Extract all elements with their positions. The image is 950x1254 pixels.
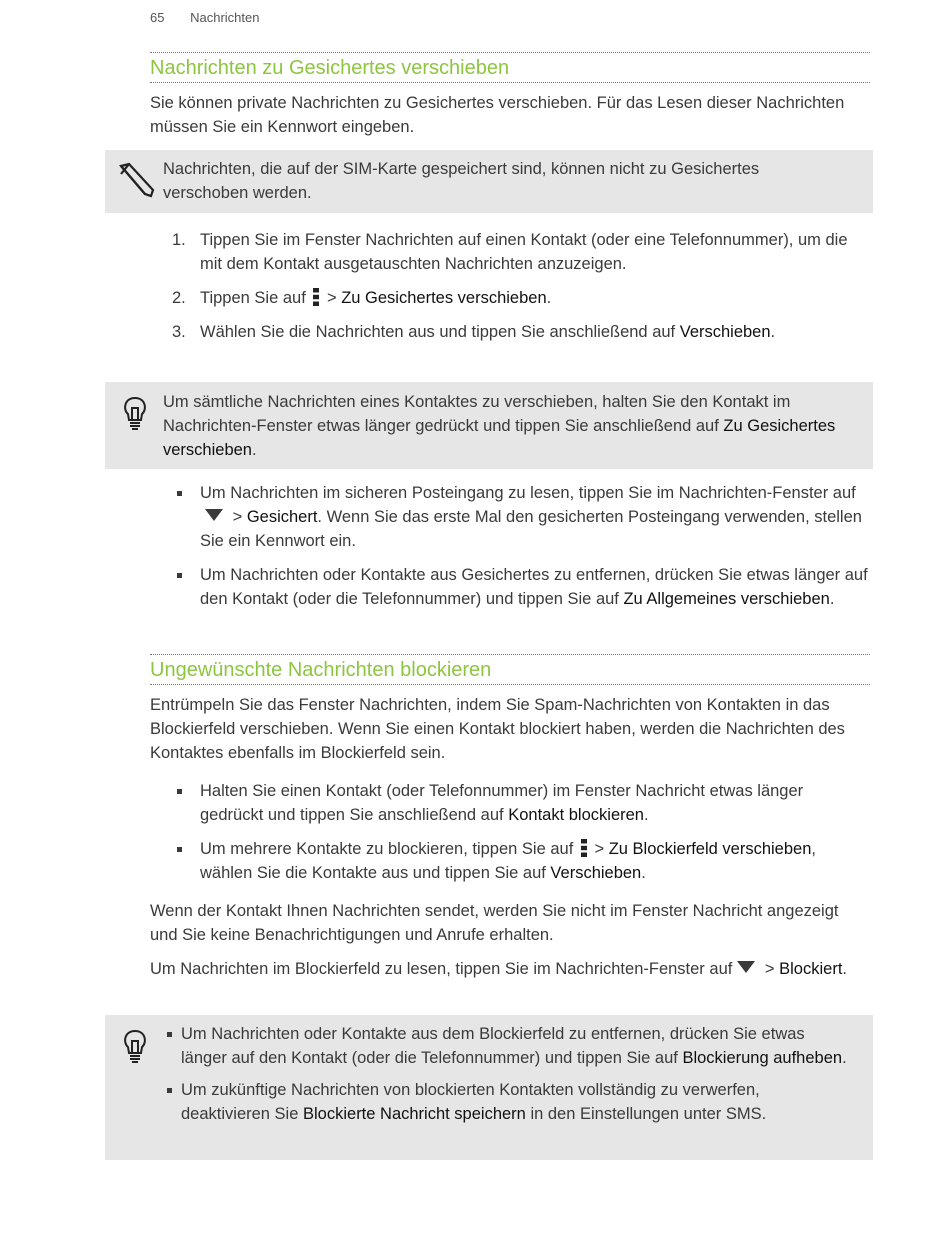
tip-box: [105, 382, 873, 469]
section1-intro: [150, 91, 870, 149]
list-item: [150, 228, 870, 276]
list-item: [150, 320, 870, 344]
bullet-sep: >: [228, 508, 247, 526]
three-dots-icon: [581, 839, 587, 857]
para-sep: >: [760, 960, 780, 978]
section2-body: [150, 899, 870, 991]
step-number: 1.: [172, 231, 186, 249]
option-label: Kontakt blockieren: [508, 806, 644, 824]
option-label: Zu Blockierfeld verschieben: [608, 840, 812, 858]
list-item: [163, 1022, 849, 1070]
list-item: [150, 837, 870, 885]
intro-text: Sie können private Nachrichten zu Gesichertes verschieben. Für das Lesen dieser Nachrichten müssen Sie ein Kennwort eingeben.: [150, 94, 845, 136]
step-text: Tippen Sie im Fenster Nachrichten auf einen Kontakt (oder eine Telefonnummer), um die mit dem Kontakt ausgetauschten Nachrichten anzuzeigen.: [200, 231, 848, 273]
three-dots-icon: [313, 288, 319, 306]
bullet-marker: [177, 491, 182, 496]
chapter-title: Nachrichten: [190, 10, 260, 25]
triangle-down-icon: [205, 509, 223, 521]
step-text-end: .: [546, 289, 552, 307]
step-text: Tippen Sie auf: [200, 289, 306, 307]
body-paragraph-2: [150, 957, 870, 981]
bullet-marker: [177, 573, 182, 578]
bullet-text: Um mehrere Kontakte zu blockieren, tippen Sie auf: [200, 840, 574, 858]
note-text: Nachrichten, die auf der SIM-Karte gespeichert sind, können nicht zu Gesichertes verschoben werden.: [163, 160, 760, 202]
list-item: [150, 779, 870, 827]
bullet-text-end: .: [641, 864, 646, 882]
pencil-icon: [115, 160, 155, 200]
option-label: Blockiert: [779, 960, 843, 978]
tip-text: [163, 390, 849, 462]
tip-bullet-text: Um zukünftige Nachrichten von blockierten Kontakten vollständig zu verwerfen, deaktivieren Sie: [181, 1081, 760, 1123]
action-label: Verschieben: [550, 864, 642, 882]
list-item: [150, 563, 870, 611]
tip-action-label: Zu Gesichertes verschieben: [163, 417, 836, 459]
bullet-text: Um Nachrichten im sicheren Posteingang zu lesen, tippen Sie im Nachrichten-Fenster auf: [200, 484, 856, 502]
bullet-text-mid: , wählen Sie die Kontakte aus und tippen Sie auf: [200, 840, 816, 882]
bullet-text: Um Nachrichten oder Kontakte aus Gesichertes zu entfernen, drücken Sie etwas länger auf den Kontakt (oder die Telefonnummer) und tippen Sie auf: [200, 566, 868, 608]
triangle-down-icon: [737, 961, 755, 973]
para-text: Um Nachrichten im Blockierfeld zu lesen, tippen Sie im Nachrichten-Fenster auf: [150, 960, 733, 978]
bullet-text-end: .: [643, 806, 649, 824]
option-label: Blockierung aufheben: [682, 1049, 843, 1067]
section2-intro: [150, 693, 870, 775]
tip-text-end: .: [251, 441, 257, 459]
tip-bullet-end: in den Einstellungen unter SMS.: [525, 1105, 767, 1123]
step-text-end: .: [770, 323, 776, 341]
action-label: Verschieben: [679, 323, 771, 341]
lightbulb-icon: [115, 1025, 155, 1065]
secure-bullets: [150, 481, 870, 621]
option-label: Zu Allgemeines verschieben: [623, 590, 830, 608]
option-label: Gesichert: [246, 508, 318, 526]
bullet-sep: >: [589, 840, 609, 858]
list-item: [150, 481, 870, 553]
body-paragraph: Wenn der Kontakt Ihnen Nachrichten sendet, werden Sie nicht im Fenster Nachricht angezeigt und Sie keine Benachrichtigungen und Anrufe erhalten.: [150, 902, 839, 944]
bullet-marker: [177, 789, 182, 794]
step-number: 3.: [172, 323, 186, 341]
note-box: [105, 150, 873, 213]
menu-option-label: Zu Gesichertes verschieben: [341, 289, 547, 307]
bullet-text-end: .: [829, 590, 835, 608]
bullet-text-end: . Wenn Sie das erste Mal den gesicherten Posteingang verwenden, stellen Sie ein Kennwort ein.: [200, 508, 862, 550]
tip-box-2: [105, 1015, 873, 1160]
tip-bullet-end: .: [842, 1049, 847, 1067]
bullet-text: Halten Sie einen Kontakt (oder Telefonnummer) im Fenster Nachricht etwas länger gedrückt und tippen Sie anschließend auf: [200, 782, 804, 824]
step-number: 2.: [172, 289, 186, 307]
intro-text: Entrümpeln Sie das Fenster Nachrichten, indem Sie Spam-Nachrichten von Kontakten in das Blockierfeld verschieben. Wenn Sie einen Kontakt blockiert haben, werden die Nachrichten des Kontaktes ebenfalls im Blockierfeld sein.: [150, 696, 845, 762]
page-header: [150, 10, 259, 25]
list-item: [150, 286, 870, 310]
steps-list: [150, 228, 870, 354]
bullet-marker: [167, 1088, 172, 1093]
page-number: 65: [150, 10, 165, 25]
tip-text-main: Um sämtliche Nachrichten eines Kontaktes zu verschieben, halten Sie den Kontakt im Nachrichten-Fenster etwas länger gedrückt und tippen Sie anschließend auf: [163, 393, 791, 435]
setting-label: Blockierte Nachricht speichern: [303, 1105, 526, 1123]
bullet-marker: [177, 847, 182, 852]
list-item: [163, 1078, 849, 1126]
section-title-block: Ungewünschte Nachrichten blockieren: [150, 654, 870, 685]
para-text-end: .: [842, 960, 848, 978]
step-sep: >: [322, 289, 342, 307]
block-bullets: [150, 779, 870, 895]
section-title-secure: Nachrichten zu Gesichertes verschieben: [150, 52, 870, 83]
lightbulb-icon: [115, 392, 155, 432]
bullet-marker: [167, 1032, 172, 1037]
tip-list: [163, 1022, 849, 1134]
tip-bullet-text: Um Nachrichten oder Kontakte aus dem Blockierfeld zu entfernen, drücken Sie etwas länger auf den Kontakt (oder die Telefonnummer) und tippen Sie auf: [181, 1025, 805, 1067]
step-text: Wählen Sie die Nachrichten aus und tippen Sie anschließend auf: [200, 323, 680, 341]
